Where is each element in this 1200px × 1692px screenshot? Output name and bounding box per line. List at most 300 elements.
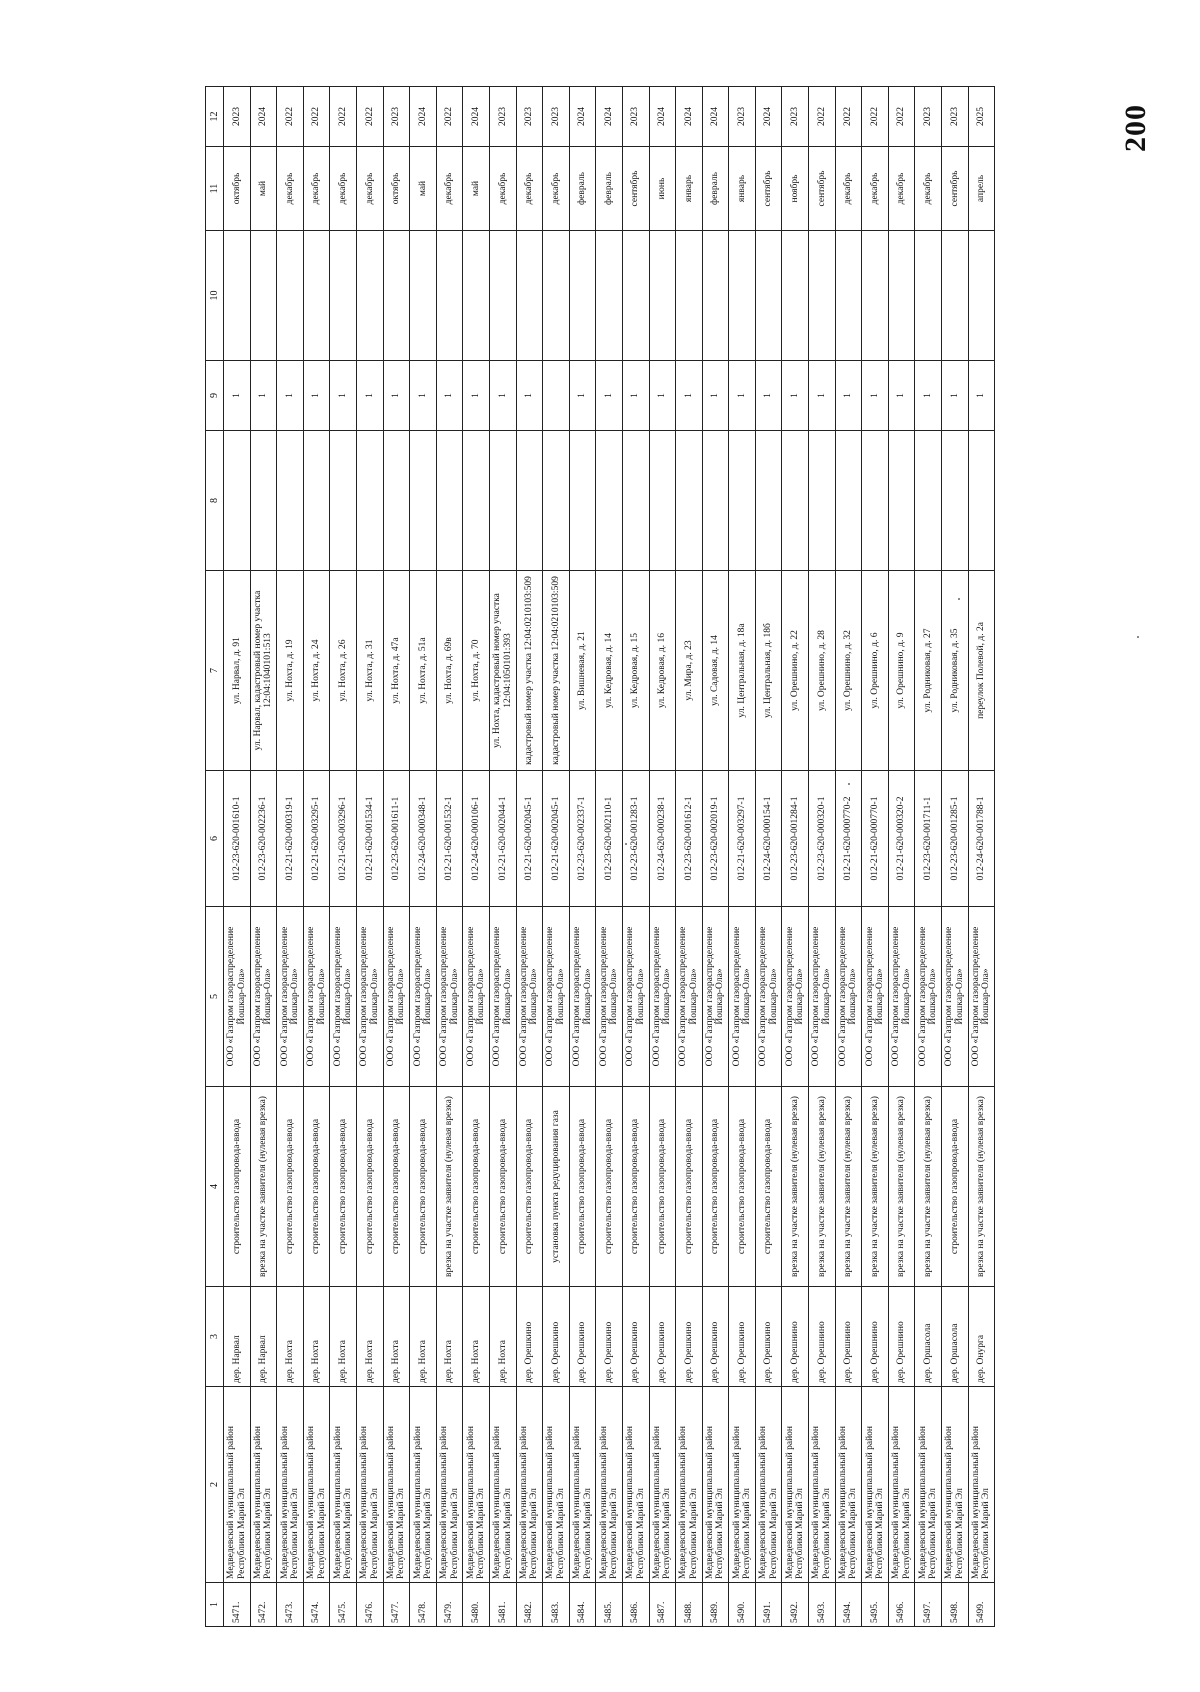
address: ул. Нохта, д. 69в [436, 571, 463, 771]
row-number: 5477. [383, 1583, 410, 1627]
page-number: 200 [1119, 104, 1152, 152]
application-number: 012-24-620-000238-1 [649, 771, 676, 907]
quantity [543, 361, 570, 431]
settlement-name: дер. Орешкино [676, 1287, 703, 1387]
year: 2022 [356, 87, 383, 147]
year: 2022 [303, 87, 330, 147]
row-number: 5474. [303, 1583, 330, 1627]
year: 2023 [516, 87, 543, 147]
district-name: Медведевский муниципальный район Республики Марий Эл [702, 1387, 729, 1583]
column-header: 3 [206, 1287, 224, 1387]
quantity: 1 [356, 361, 383, 431]
column-8-value [303, 431, 330, 571]
column-header: 7 [206, 571, 224, 771]
application-number: 012-24-620-000348-1 [410, 771, 437, 907]
month: декабрь [436, 147, 463, 231]
settlement-name: дер. Орешкино [755, 1287, 782, 1387]
column-8-value [676, 431, 703, 571]
column-10-value [330, 231, 357, 361]
address: ул. Орешнино, д. 9 [888, 571, 915, 771]
application-number: 012-21-620-003297-1 [729, 771, 756, 907]
year: 2024 [410, 87, 437, 147]
month: сентябрь [809, 147, 836, 231]
application-number: 012-24-620-000106-1 [463, 771, 490, 907]
column-8-value [224, 431, 251, 571]
organization: ООО «Газпром газораспределение Йошкар-Ола» [516, 907, 543, 1087]
table-row [862, 87, 889, 1627]
district-name: Медведевский муниципальный район Республики Марий Эл [755, 1387, 782, 1583]
organization: ООО «Газпром газораспределение Йошкар-Ола» [383, 907, 410, 1087]
organization: ООО «Газпром газораспределение Йошкар-Ола» [888, 907, 915, 1087]
application-number: 012-21-620-000320-2 [888, 771, 915, 907]
work-type: врезка на участке заявителя (нулевая врезка) [782, 1087, 809, 1287]
quantity: 1 [782, 361, 809, 431]
scan-speck [958, 598, 960, 600]
district-name: Медведевский муниципальный район Республики Марий Эл [330, 1387, 357, 1583]
year: 2023 [942, 87, 969, 147]
settlement-name: дер. Нохта [277, 1287, 304, 1387]
organization: ООО «Газпром газораспределение Йошкар-Ола» [330, 907, 357, 1087]
scan-speck [1137, 636, 1139, 638]
work-type: врезка на участке заявителя (нулевая врезка) [436, 1087, 463, 1287]
table-row [224, 87, 251, 1627]
quantity: 1 [489, 361, 516, 431]
year: 2023 [915, 87, 942, 147]
quantity: 1 [383, 361, 410, 431]
row-number: 5478. [410, 1583, 437, 1627]
settlement-name: дер. Нохта [489, 1287, 516, 1387]
row-number: 5499. [968, 1583, 995, 1627]
organization: ООО «Газпром газораспределение Йошкар-Ола» [303, 907, 330, 1087]
work-type: строительство газопровода-ввода [277, 1087, 304, 1287]
column-10-value [224, 231, 251, 361]
application-number: 012-23-620-001610-1 [224, 771, 251, 907]
district-name: Медведевский муниципальный район Республики Марий Эл [888, 1387, 915, 1583]
organization: ООО «Газпром газораспределение Йошкар-Ола» [489, 907, 516, 1087]
year: 2023 [383, 87, 410, 147]
scan-speck [848, 783, 850, 785]
month: май [463, 147, 490, 231]
settlement-name: дер. Оршасола [942, 1287, 969, 1387]
row-number: 5494. [835, 1583, 862, 1627]
settlement-name: дер. Нарвал [224, 1287, 251, 1387]
table-row [809, 87, 836, 1627]
column-header: 10 [206, 231, 224, 361]
month: февраль [569, 147, 596, 231]
table-row [782, 87, 809, 1627]
address: переулок Полевой, д. 2а [968, 571, 995, 771]
work-type: строительство газопровода-ввода [942, 1087, 969, 1287]
application-number: 012-21-620-003295-1 [303, 771, 330, 907]
settlement-name: дер. Орешкино [569, 1287, 596, 1387]
table-row [596, 87, 623, 1627]
table-row [649, 87, 676, 1627]
table-row [516, 87, 543, 1627]
table-row [463, 87, 490, 1627]
column-10-value [915, 231, 942, 361]
column-10-value [250, 231, 277, 361]
column-8-value [782, 431, 809, 571]
header-row [206, 87, 224, 1627]
month: январь [676, 147, 703, 231]
district-name: Медведевский муниципальный район Республики Марий Эл [729, 1387, 756, 1583]
settlement-name: дер. Нохта [303, 1287, 330, 1387]
column-8-value [729, 431, 756, 571]
column-10-value [489, 231, 516, 361]
organization: ООО «Газпром газораспределение Йошкар-Ола» [543, 907, 570, 1087]
settlement-name: дер. Орешнино [835, 1287, 862, 1387]
settlement-name: дер. Нохта [330, 1287, 357, 1387]
settlement-name: дер. Орешкино [516, 1287, 543, 1387]
work-type: строительство газопровода-ввода [356, 1087, 383, 1287]
column-8-value [489, 431, 516, 571]
row-number: 5495. [862, 1583, 889, 1627]
column-10-value [782, 231, 809, 361]
settlement-name: дер. Орешкино [622, 1287, 649, 1387]
year: 2022 [330, 87, 357, 147]
settlement-name: дер. Орешнино [862, 1287, 889, 1387]
month: апрель [968, 147, 995, 231]
column-header: 4 [206, 1087, 224, 1287]
row-number: 5471. [224, 1583, 251, 1627]
settlement-name: дер. Нохта [383, 1287, 410, 1387]
settlement-name: дер. Нарвал [250, 1287, 277, 1387]
district-name: Медведевский муниципальный район Республики Марий Эл [489, 1387, 516, 1583]
row-number: 5473. [277, 1583, 304, 1627]
table-row [383, 87, 410, 1627]
work-type: врезка на участке заявителя (нулевая врезка) [835, 1087, 862, 1287]
month: декабрь [835, 147, 862, 231]
table-row [835, 87, 862, 1627]
application-number: 012-23-620-001283-1 [622, 771, 649, 907]
row-number: 5482. [516, 1583, 543, 1627]
work-type: строительство газопровода-ввода [649, 1087, 676, 1287]
settlement-name: дер. Орешкино [649, 1287, 676, 1387]
table-row [303, 87, 330, 1627]
row-number: 5481. [489, 1583, 516, 1627]
district-name: Медведевский муниципальный район Республики Марий Эл [835, 1387, 862, 1583]
quantity: 1 [516, 361, 543, 431]
month: май [410, 147, 437, 231]
work-type: врезка на участке заявителя (нулевая врезка) [809, 1087, 836, 1287]
application-number: 012-21-620-000770-1 [862, 771, 889, 907]
row-number: 5490. [729, 1583, 756, 1627]
column-8-value [702, 431, 729, 571]
address: ул. Родниковая, д. 35 [942, 571, 969, 771]
organization: ООО «Газпром газораспределение Йошкар-Ола» [942, 907, 969, 1087]
month: декабрь [303, 147, 330, 231]
application-number: 012-23-620-002110-1 [596, 771, 623, 907]
address: ул. Нохта, д. 70 [463, 571, 490, 771]
district-name: Медведевский муниципальный район Республики Марий Эл [862, 1387, 889, 1583]
application-number: 012-24-620-001788-1 [968, 771, 995, 907]
column-header: 1 [206, 1583, 224, 1627]
column-10-value [383, 231, 410, 361]
address: ул. Родниковая, д. 27 [915, 571, 942, 771]
column-10-value [649, 231, 676, 361]
year: 2023 [224, 87, 251, 147]
address: ул. Центральная, д. 18б [755, 571, 782, 771]
address: ул. Орешнино, д. 6 [862, 571, 889, 771]
work-type: строительство газопровода-ввода [702, 1087, 729, 1287]
column-header: 8 [206, 431, 224, 571]
work-type: строительство газопровода-ввода [410, 1087, 437, 1287]
column-10-value [463, 231, 490, 361]
row-number: 5493. [809, 1583, 836, 1627]
quantity: 1 [835, 361, 862, 431]
organization: ООО «Газпром газораспределение Йошкар-Ола» [356, 907, 383, 1087]
column-header: 11 [206, 147, 224, 231]
organization: ООО «Газпром газораспределение Йошкар-Ола» [862, 907, 889, 1087]
row-number: 5496. [888, 1583, 915, 1627]
year: 2022 [277, 87, 304, 147]
district-name: Медведевский муниципальный район Республики Марий Эл [968, 1387, 995, 1583]
district-name: Медведевский муниципальный район Республики Марий Эл [383, 1387, 410, 1583]
quantity: 1 [410, 361, 437, 431]
quantity: 1 [569, 361, 596, 431]
work-type: врезка на участке заявителя (нулевая врезка) [888, 1087, 915, 1287]
application-number: 012-21-620-002045-1 [543, 771, 570, 907]
month: декабрь [277, 147, 304, 231]
column-10-value [835, 231, 862, 361]
row-number: 5491. [755, 1583, 782, 1627]
year: 2023 [489, 87, 516, 147]
scan-speck [625, 843, 627, 845]
row-number: 5480. [463, 1583, 490, 1627]
column-8-value [862, 431, 889, 571]
address: ул. Вишневая, д. 21 [569, 571, 596, 771]
table-row [410, 87, 437, 1627]
year: 2022 [835, 87, 862, 147]
work-type: строительство газопровода-ввода [596, 1087, 623, 1287]
row-number: 5486. [622, 1583, 649, 1627]
address: ул. Кедровая, д. 16 [649, 571, 676, 771]
column-8-value [649, 431, 676, 571]
work-type: строительство газопровода-ввода [569, 1087, 596, 1287]
address: ул. Нохта, д. 24 [303, 571, 330, 771]
quantity: 1 [649, 361, 676, 431]
year: 2024 [755, 87, 782, 147]
application-number: 012-21-620-003296-1 [330, 771, 357, 907]
settlement-name: дер. Орешнино [888, 1287, 915, 1387]
address: ул. Кедровая, д. 14 [596, 571, 623, 771]
address: ул. Орешнино, д. 28 [809, 571, 836, 771]
work-type: строительство газопровода-ввода [330, 1087, 357, 1287]
column-8-value [356, 431, 383, 571]
table-row [755, 87, 782, 1627]
application-number: 012-21-620-001534-1 [356, 771, 383, 907]
work-type: врезка на участке заявителя (нулевая врезка) [968, 1087, 995, 1287]
application-number: 012-23-620-001612-1 [676, 771, 703, 907]
address: ул. Нарвал, д. 91 [224, 571, 251, 771]
column-8-value [250, 431, 277, 571]
month: декабрь [356, 147, 383, 231]
work-type: врезка на участке заявителя (нулевая врезка) [250, 1087, 277, 1287]
column-10-value [702, 231, 729, 361]
column-10-value [622, 231, 649, 361]
work-type: строительство газопровода-ввода [622, 1087, 649, 1287]
table-row [968, 87, 995, 1627]
quantity: 1 [702, 361, 729, 431]
work-type: строительство газопровода-ввода [383, 1087, 410, 1287]
address: ул. Орешнино, д. 32 [835, 571, 862, 771]
column-8-value [942, 431, 969, 571]
application-number: 012-23-620-002019-1 [702, 771, 729, 907]
application-number: 012-23-620-001284-1 [782, 771, 809, 907]
work-type: строительство газопровода-ввода [729, 1087, 756, 1287]
column-8-value [596, 431, 623, 571]
month: сентябрь [942, 147, 969, 231]
column-8-value [516, 431, 543, 571]
district-name: Медведевский муниципальный район Республики Марий Эл [277, 1387, 304, 1583]
table-row [676, 87, 703, 1627]
work-type: строительство газопровода-ввода [303, 1087, 330, 1287]
quantity: 1 [277, 361, 304, 431]
organization: ООО «Газпром газораспределение Йошкар-Ола» [676, 907, 703, 1087]
column-10-value [942, 231, 969, 361]
district-name: Медведевский муниципальный район Республики Марий Эл [543, 1387, 570, 1583]
year: 2023 [543, 87, 570, 147]
column-10-value [676, 231, 703, 361]
quantity: 1 [729, 361, 756, 431]
work-type: строительство газопровода-ввода [463, 1087, 490, 1287]
work-type: строительство газопровода-ввода [224, 1087, 251, 1287]
district-name: Медведевский муниципальный район Республики Марий Эл [596, 1387, 623, 1583]
column-8-value [809, 431, 836, 571]
column-10-value [569, 231, 596, 361]
month: декабрь [888, 147, 915, 231]
column-8-value [968, 431, 995, 571]
table-row [356, 87, 383, 1627]
column-8-value [622, 431, 649, 571]
month: октябрь [383, 147, 410, 231]
district-name: Медведевский муниципальный район Республики Марий Эл [676, 1387, 703, 1583]
row-number: 5489. [702, 1583, 729, 1627]
month: июнь [649, 147, 676, 231]
month: декабрь [516, 147, 543, 231]
year: 2024 [676, 87, 703, 147]
table-row [277, 87, 304, 1627]
row-number: 5485. [596, 1583, 623, 1627]
settlement-name: дер. Орешкино [596, 1287, 623, 1387]
organization: ООО «Газпром газораспределение Йошкар-Ола» [250, 907, 277, 1087]
district-name: Медведевский муниципальный район Республики Марий Эл [250, 1387, 277, 1583]
column-8-value [569, 431, 596, 571]
settlement-name: дер. Онурга [968, 1287, 995, 1387]
organization: ООО «Газпром газораспределение Йошкар-Ола» [755, 907, 782, 1087]
column-10-value [809, 231, 836, 361]
quantity: 1 [862, 361, 889, 431]
month: декабрь [330, 147, 357, 231]
district-name: Медведевский муниципальный район Республики Марий Эл [224, 1387, 251, 1583]
year: 2024 [569, 87, 596, 147]
column-header: 5 [206, 907, 224, 1087]
table-row [888, 87, 915, 1627]
application-number: 012-23-620-002236-1 [250, 771, 277, 907]
column-10-value [410, 231, 437, 361]
quantity: 1 [224, 361, 251, 431]
column-8-value [383, 431, 410, 571]
registry-table-wrapper [205, 87, 995, 1627]
column-10-value [862, 231, 889, 361]
organization: ООО «Газпром газораспределение Йошкар-Ола» [277, 907, 304, 1087]
district-name: Медведевский муниципальный район Республики Марий Эл [942, 1387, 969, 1583]
year: 2024 [649, 87, 676, 147]
quantity: 1 [676, 361, 703, 431]
settlement-name: дер. Нохта [410, 1287, 437, 1387]
column-10-value [888, 231, 915, 361]
row-number: 5483. [543, 1583, 570, 1627]
month: декабрь [543, 147, 570, 231]
row-number: 5476. [356, 1583, 383, 1627]
district-name: Медведевский муниципальный район Республики Марий Эл [356, 1387, 383, 1583]
row-number: 5472. [250, 1583, 277, 1627]
application-number: 012-23-620-001711-1 [915, 771, 942, 907]
column-header: 9 [206, 361, 224, 431]
district-name: Медведевский муниципальный район Республики Марий Эл [649, 1387, 676, 1583]
application-number: 012-23-620-001285-1 [942, 771, 969, 907]
row-number: 5498. [942, 1583, 969, 1627]
district-name: Медведевский муниципальный район Республики Марий Эл [915, 1387, 942, 1583]
settlement-name: дер. Орешкино [729, 1287, 756, 1387]
work-type: врезка на участке заявителя (нулевая врезка) [862, 1087, 889, 1287]
row-number: 5497. [915, 1583, 942, 1627]
month: май [250, 147, 277, 231]
address: ул. Нохта, д. 51а [410, 571, 437, 771]
month: сентябрь [755, 147, 782, 231]
table-body [224, 87, 995, 1627]
work-type: строительство газопровода-ввода [755, 1087, 782, 1287]
quantity: 1 [888, 361, 915, 431]
year: 2024 [463, 87, 490, 147]
year: 2022 [888, 87, 915, 147]
registry-table [205, 86, 995, 1627]
column-8-value [755, 431, 782, 571]
quantity: 1 [915, 361, 942, 431]
district-name: Медведевский муниципальный район Республики Марий Эл [569, 1387, 596, 1583]
address: ул. Садовая, д. 14 [702, 571, 729, 771]
address: ул. Кедровая, д. 15 [622, 571, 649, 771]
column-10-value [516, 231, 543, 361]
column-10-value [968, 231, 995, 361]
application-number: 012-24-620-000154-1 [755, 771, 782, 907]
organization: ООО «Газпром газораспределение Йошкар-Ола» [729, 907, 756, 1087]
month: январь [729, 147, 756, 231]
table-row [915, 87, 942, 1627]
organization: ООО «Газпром газораспределение Йошкар-Ола» [915, 907, 942, 1087]
row-number: 5475. [330, 1583, 357, 1627]
address: ул. Центральная, д. 18а [729, 571, 756, 771]
work-type: строительство газопровода-ввода [489, 1087, 516, 1287]
row-number: 5487. [649, 1583, 676, 1627]
table-row [436, 87, 463, 1627]
work-type: строительство газопровода-ввода [516, 1087, 543, 1287]
year: 2024 [596, 87, 623, 147]
row-number: 5488. [676, 1583, 703, 1627]
district-name: Медведевский муниципальный район Республики Марий Эл [463, 1387, 490, 1583]
settlement-name: дер. Оршасола [915, 1287, 942, 1387]
address: ул. Мира, д. 23 [676, 571, 703, 771]
column-8-value [543, 431, 570, 571]
month: декабрь [862, 147, 889, 231]
month: сентябрь [622, 147, 649, 231]
table-row [330, 87, 357, 1627]
column-8-value [330, 431, 357, 571]
address: ул. Нарвал, кадастровый номер участка 12:04:1040101:513 [250, 571, 277, 771]
year: 2022 [809, 87, 836, 147]
table-row [489, 87, 516, 1627]
table-row [543, 87, 570, 1627]
